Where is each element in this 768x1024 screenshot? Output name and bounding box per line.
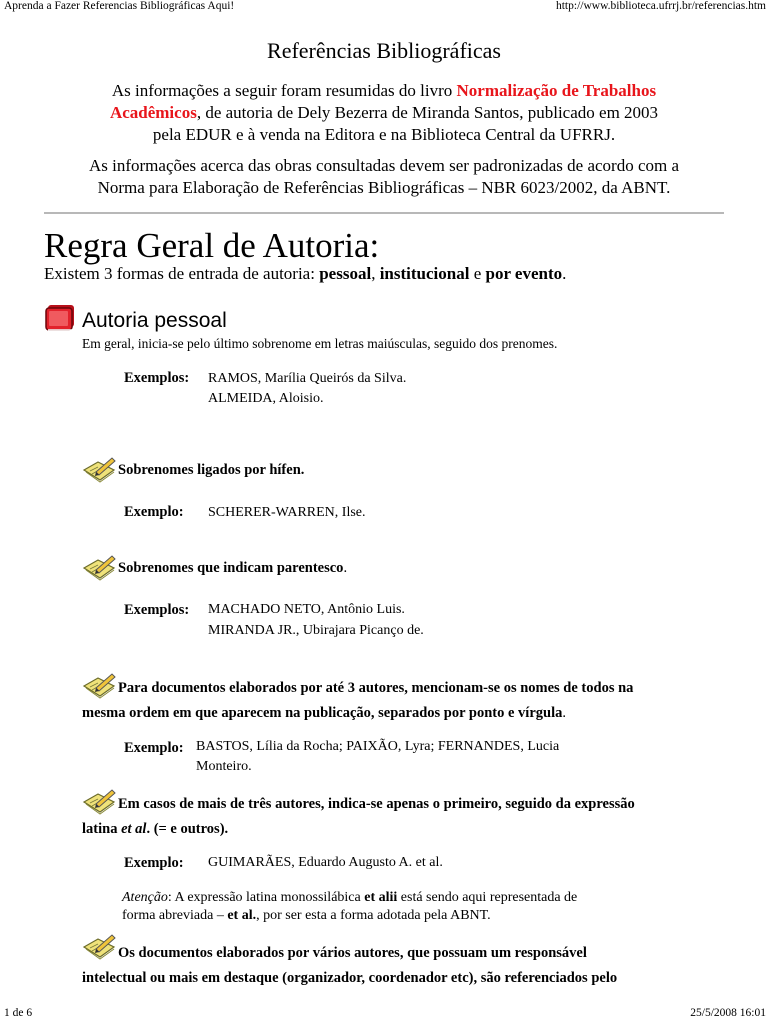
example-machado: MACHADO NETO, Antônio Luis. xyxy=(208,602,405,617)
note-pencil-icon xyxy=(82,554,116,584)
intro-line-3: pela EDUR e à venda na Editora e na Biblioteca Central da UFRRJ. xyxy=(152,125,616,144)
hifen-example: SCHERER-WARREN, Ilse. xyxy=(208,505,366,520)
form-evento: por evento xyxy=(485,264,563,283)
parentesco-label: Exemplos: xyxy=(124,602,190,618)
sep-and: e xyxy=(469,264,486,283)
mais-tres-etal: et al xyxy=(121,821,147,837)
note-pencil-icon xyxy=(82,672,116,702)
subtitle-prefix: Existem 3 formas de entrada de autoria: xyxy=(44,264,320,283)
intro2-line-2: Norma para Elaboração de Referências Bibliográficas – NBR 6023/2002, da ABNT. xyxy=(97,178,671,197)
book-title-part2: Acadêmicos xyxy=(109,103,197,122)
intro-rest: , de autoria de Dely Bezerra de Miranda Santos, publicado em 2003 xyxy=(196,103,659,122)
atencao2-suffix: , por ser esta a forma adotada pela ABNT. xyxy=(256,908,491,923)
atencao2-prefix: forma abreviada – xyxy=(122,908,228,923)
mais-tres-line1: Em casos de mais de três autores, indica-se apenas o primeiro, seguido da expressão xyxy=(118,796,635,812)
mais-tres-label: Exemplo: xyxy=(124,855,184,871)
note-pencil-icon xyxy=(82,788,116,818)
tres-autores-line2-end: . xyxy=(562,705,566,721)
atencao-prefix: : A expressão latina monossilábica xyxy=(167,890,365,905)
varios-line1: Os documentos elaborados por vários autores, que possuam um responsável xyxy=(118,945,587,961)
parentesco-title xyxy=(118,560,347,577)
atencao-line2 xyxy=(122,906,491,926)
intro-line-2 xyxy=(0,102,768,124)
atencao-etalii: et alii xyxy=(364,890,398,905)
autoria-pessoal-title: Autoria pessoal xyxy=(82,309,227,332)
intro-line-1 xyxy=(0,80,768,102)
tres-autores-line1: Para documentos elaborados por até 3 autores, mencionam-se os nomes de todos na xyxy=(118,680,634,696)
intro-prefix: As informações a seguir foram resumidas do livro xyxy=(111,81,457,100)
book-title-part1: Normalização de Trabalhos xyxy=(456,81,657,100)
print-header-url: http://www.biblioteca.ufrrj.br/referencias.htm xyxy=(555,0,766,12)
atencao-line1 xyxy=(122,888,577,908)
print-footer-date: 25/5/2008 16:01 xyxy=(690,1007,766,1019)
parentesco-title-text: Sobrenomes que indicam parentesco xyxy=(118,560,344,576)
section-subtitle xyxy=(44,264,566,284)
sep-comma: , xyxy=(371,264,380,283)
page-title: Referências Bibliográficas xyxy=(267,38,501,63)
parentesco-title-end: . xyxy=(343,560,348,576)
example-ramos: RAMOS, Marília Queirós da Silva. xyxy=(208,371,407,386)
section-title: Regra Geral de Autoria: xyxy=(44,226,380,265)
intro-paragraph-2 xyxy=(0,155,768,199)
mais-tres-prefix: latina xyxy=(82,821,122,837)
tres-autores-label: Exemplo: xyxy=(124,740,184,756)
note-pencil-icon xyxy=(82,456,116,486)
tres-autores-line2 xyxy=(82,705,566,722)
example-bastos: BASTOS, Lília da Rocha; PAIXÃO, Lyra; FERNANDES, Lucia xyxy=(196,739,560,754)
form-institucional: institucional xyxy=(379,264,470,283)
intro2-line-1: As informações acerca das obras consultadas devem ser padronizadas de acordo com a xyxy=(88,156,680,175)
tres-autores-line2-text: mesma ordem em que aparecem na publicação, separados por ponto e vírgula xyxy=(82,705,563,721)
mais-tres-line2 xyxy=(82,821,228,838)
atencao-suffix: está sendo aqui representada de xyxy=(397,890,578,905)
exemplos-label: Exemplos: xyxy=(124,370,190,386)
mais-tres-suffix: . (= e outros). xyxy=(146,821,229,837)
example-miranda: MIRANDA JR., Ubirajara Picanço de. xyxy=(208,623,424,638)
example-almeida: ALMEIDA, Aloisio. xyxy=(208,391,324,406)
form-pessoal: pessoal xyxy=(319,264,372,283)
intro-paragraph-1 xyxy=(0,80,768,146)
varios-line2: intelectual ou mais em destaque (organizador, coordenador etc), são referenciados pelo xyxy=(82,970,618,986)
note-pencil-icon xyxy=(82,933,116,963)
atencao-label: Atenção xyxy=(122,890,168,905)
sep-period: . xyxy=(562,264,567,283)
example-guimaraes: GUIMARÃES, Eduardo Augusto A. et al. xyxy=(208,855,443,870)
print-footer-page: 1 de 6 xyxy=(4,1007,33,1019)
hifen-title: Sobrenomes ligados por hífen. xyxy=(118,462,305,478)
autoria-pessoal-desc: Em geral, inicia-se pelo último sobrenome em letras maiúsculas, seguido dos prenomes. xyxy=(82,336,558,351)
hifen-label: Exemplo: xyxy=(124,504,184,520)
book-icon xyxy=(44,303,78,333)
atencao2-etal: et al. xyxy=(227,908,257,923)
separator xyxy=(44,212,724,214)
example-bastos-cont: Monteiro. xyxy=(196,759,252,774)
print-header-title: Aprenda a Fazer Referencias Bibliográficas Aqui! xyxy=(4,0,235,12)
